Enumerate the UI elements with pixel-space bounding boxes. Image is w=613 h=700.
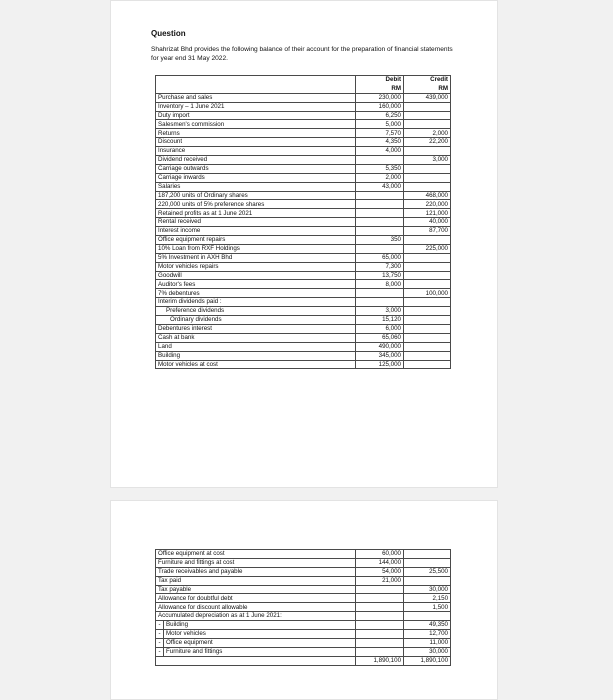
credit-amount [404, 576, 451, 585]
page-1 [110, 0, 498, 488]
table-row [156, 120, 451, 129]
table-row [156, 182, 451, 191]
account-name: Tax payable [156, 585, 356, 594]
debit-amount: 350 [356, 236, 404, 245]
debit-amount [356, 218, 404, 227]
table-row [156, 316, 451, 325]
account-name: Furniture and fittings at cost [156, 558, 356, 567]
debit-amount: 5,000 [356, 120, 404, 129]
question-heading: Question [151, 29, 186, 38]
credit-amount [404, 262, 451, 271]
table-row [156, 603, 451, 612]
credit-amount: 30,000 [404, 585, 451, 594]
table-row [156, 612, 451, 621]
credit-amount: 87,700 [404, 227, 451, 236]
credit-unit: RM [404, 84, 451, 93]
debit-amount [356, 603, 404, 612]
debit-amount: 125,000 [356, 360, 404, 369]
table-row [156, 289, 451, 298]
debit-amount: 43,000 [356, 182, 404, 191]
dash-marker: - [156, 638, 164, 647]
page-2 [110, 500, 498, 700]
debit-amount: 4,350 [356, 138, 404, 147]
account-name: Auditor's fees [156, 280, 356, 289]
table-row [156, 164, 451, 173]
account-name: Ordinary dividends [156, 316, 356, 325]
debit-amount: 65,000 [356, 253, 404, 262]
credit-amount [404, 182, 451, 191]
table-row [156, 253, 451, 262]
account-name: Allowance for discount allowable [156, 603, 356, 612]
credit-amount: 225,000 [404, 244, 451, 253]
debit-amount [356, 191, 404, 200]
credit-amount: 3,000 [404, 156, 451, 165]
table-row [156, 209, 451, 218]
account-name: Retained profits as at 1 June 2021 [156, 209, 356, 218]
credit-amount [404, 612, 451, 621]
debit-amount: 2,000 [356, 173, 404, 182]
unit-blank [156, 84, 356, 93]
debit-amount: 144,000 [356, 558, 404, 567]
debit-amount: 345,000 [356, 351, 404, 360]
account-name: Building [164, 621, 356, 630]
table-row [156, 647, 451, 656]
debit-amount: 60,000 [356, 550, 404, 559]
dash-marker: - [156, 630, 164, 639]
table-row [156, 298, 451, 307]
debit-amount: 490,000 [356, 342, 404, 351]
account-name: Salesmen's commission [156, 120, 356, 129]
account-name: Insurance [156, 147, 356, 156]
credit-amount [404, 111, 451, 120]
account-name: Duty import [156, 111, 356, 120]
trial-balance-table-part-2 [155, 549, 451, 666]
account-name: Goodwill [156, 271, 356, 280]
account-name: Trade receivables and payable [156, 567, 356, 576]
account-name: 7% debentures [156, 289, 356, 298]
credit-amount: 12,700 [404, 630, 451, 639]
account-name: Carriage outwards [156, 164, 356, 173]
account-name: Allowance for doubtful debt [156, 594, 356, 603]
header-row [156, 76, 451, 85]
table-row [156, 262, 451, 271]
table-row [156, 129, 451, 138]
credit-amount: 468,000 [404, 191, 451, 200]
debit-amount: 13,750 [356, 271, 404, 280]
credit-amount [404, 298, 451, 307]
table-row [156, 550, 451, 559]
table-row [156, 191, 451, 200]
question-intro: Shahrizat Bhd provides the following balance of their account for the preparation of financial statements for year end 31 May 2022. [151, 46, 453, 62]
credit-amount: 11,000 [404, 638, 451, 647]
credit-amount [404, 164, 451, 173]
table-row [156, 227, 451, 236]
credit-amount [404, 102, 451, 111]
credit-amount: 2,150 [404, 594, 451, 603]
header-blank [156, 76, 356, 85]
credit-amount: 100,000 [404, 289, 451, 298]
account-name: Motor vehicles at cost [156, 360, 356, 369]
table-row [156, 236, 451, 245]
account-name: Office equipment [164, 638, 356, 647]
debit-unit: RM [356, 84, 404, 93]
table-row [156, 567, 451, 576]
account-name: Inventory – 1 June 2021 [156, 102, 356, 111]
account-name: Returns [156, 129, 356, 138]
debit-amount: 6,000 [356, 324, 404, 333]
debit-amount: 4,000 [356, 147, 404, 156]
account-name: Office equipment repairs [156, 236, 356, 245]
credit-amount [404, 550, 451, 559]
debit-header: Debit [356, 76, 404, 85]
debit-amount [356, 630, 404, 639]
table-row [156, 324, 451, 333]
debit-amount: 54,000 [356, 567, 404, 576]
debit-amount: 65,060 [356, 333, 404, 342]
table-row [156, 342, 451, 351]
debit-amount [356, 244, 404, 253]
credit-amount [404, 342, 451, 351]
account-name: Debentures interest [156, 324, 356, 333]
table-row [156, 558, 451, 567]
unit-row [156, 84, 451, 93]
debit-amount: 3,000 [356, 307, 404, 316]
account-name: 10% Loan from RXF Holdings [156, 244, 356, 253]
table-row [156, 102, 451, 111]
account-name: 220,000 units of 5% preference shares [156, 200, 356, 209]
table-row [156, 621, 451, 630]
credit-amount [404, 253, 451, 262]
debit-amount [356, 638, 404, 647]
debit-amount [356, 289, 404, 298]
account-name: Land [156, 342, 356, 351]
table-row [156, 200, 451, 209]
account-name: Cash at bank [156, 333, 356, 342]
debit-amount: 230,000 [356, 93, 404, 102]
debit-amount [356, 227, 404, 236]
account-name: Furniture and fittings [164, 647, 356, 656]
credit-amount: 22,200 [404, 138, 451, 147]
debit-amount: 5,350 [356, 164, 404, 173]
credit-amount [404, 307, 451, 316]
table-row [156, 576, 451, 585]
credit-amount [404, 236, 451, 245]
table-row [156, 333, 451, 342]
credit-amount: 121,000 [404, 209, 451, 218]
credit-amount [404, 120, 451, 129]
account-name: 187,200 units of Ordinary shares [156, 191, 356, 200]
account-name: Purchase and sales [156, 93, 356, 102]
table-row [156, 585, 451, 594]
credit-amount [404, 280, 451, 289]
account-name: Carriage inwards [156, 173, 356, 182]
credit-amount: 2,000 [404, 129, 451, 138]
account-name: Office equipment at cost [156, 550, 356, 559]
debit-amount [356, 594, 404, 603]
account-name: Tax paid [156, 576, 356, 585]
debit-amount [356, 585, 404, 594]
table-row [156, 138, 451, 147]
debit-amount [356, 209, 404, 218]
account-name [156, 656, 356, 665]
credit-amount [404, 351, 451, 360]
credit-amount: 220,000 [404, 200, 451, 209]
credit-amount [404, 316, 451, 325]
account-name: Accumulated depreciation as at 1 June 2021: [156, 612, 356, 621]
debit-amount [356, 612, 404, 621]
credit-total: 1,890,100 [404, 656, 451, 665]
debit-amount: 15,120 [356, 316, 404, 325]
credit-amount [404, 333, 451, 342]
debit-amount [356, 156, 404, 165]
account-name: Motor vehicles repairs [156, 262, 356, 271]
account-name: Dividend received [156, 156, 356, 165]
table-row [156, 271, 451, 280]
debit-amount: 8,000 [356, 280, 404, 289]
credit-amount: 49,350 [404, 621, 451, 630]
total-row [156, 656, 451, 665]
account-name: Motor vehicles [164, 630, 356, 639]
credit-amount: 40,000 [404, 218, 451, 227]
table-row [156, 93, 451, 102]
account-name: Salaries [156, 182, 356, 191]
table-row [156, 156, 451, 165]
table-row [156, 360, 451, 369]
debit-amount [356, 621, 404, 630]
table-row [156, 351, 451, 360]
account-name: Building [156, 351, 356, 360]
debit-amount [356, 200, 404, 209]
table-row [156, 307, 451, 316]
dash-marker: - [156, 621, 164, 630]
table-row [156, 173, 451, 182]
account-name: Discount [156, 138, 356, 147]
account-name: 5% Investment in AXH Bhd [156, 253, 356, 262]
credit-amount [404, 173, 451, 182]
table-row [156, 594, 451, 603]
table-row [156, 111, 451, 120]
credit-amount: 25,500 [404, 567, 451, 576]
credit-amount [404, 360, 451, 369]
table-row [156, 638, 451, 647]
credit-amount [404, 558, 451, 567]
credit-header: Credit [404, 76, 451, 85]
dash-marker: - [156, 647, 164, 656]
debit-amount: 160,000 [356, 102, 404, 111]
account-name: Interim dividends paid : [156, 298, 356, 307]
credit-amount [404, 271, 451, 280]
account-name: Rental received [156, 218, 356, 227]
credit-amount: 439,000 [404, 93, 451, 102]
debit-amount: 7,570 [356, 129, 404, 138]
table-row [156, 147, 451, 156]
trial-balance-table-part-1 [155, 75, 451, 369]
table-row [156, 280, 451, 289]
table-row [156, 218, 451, 227]
debit-amount: 6,250 [356, 111, 404, 120]
table-row [156, 630, 451, 639]
credit-amount: 1,500 [404, 603, 451, 612]
credit-amount [404, 324, 451, 333]
account-name: Preference dividends [156, 307, 356, 316]
debit-amount [356, 647, 404, 656]
credit-amount: 30,000 [404, 647, 451, 656]
debit-total: 1,890,100 [356, 656, 404, 665]
debit-amount: 7,300 [356, 262, 404, 271]
debit-amount [356, 298, 404, 307]
table-row [156, 244, 451, 253]
account-name: Interest income [156, 227, 356, 236]
credit-amount [404, 147, 451, 156]
debit-amount: 21,000 [356, 576, 404, 585]
